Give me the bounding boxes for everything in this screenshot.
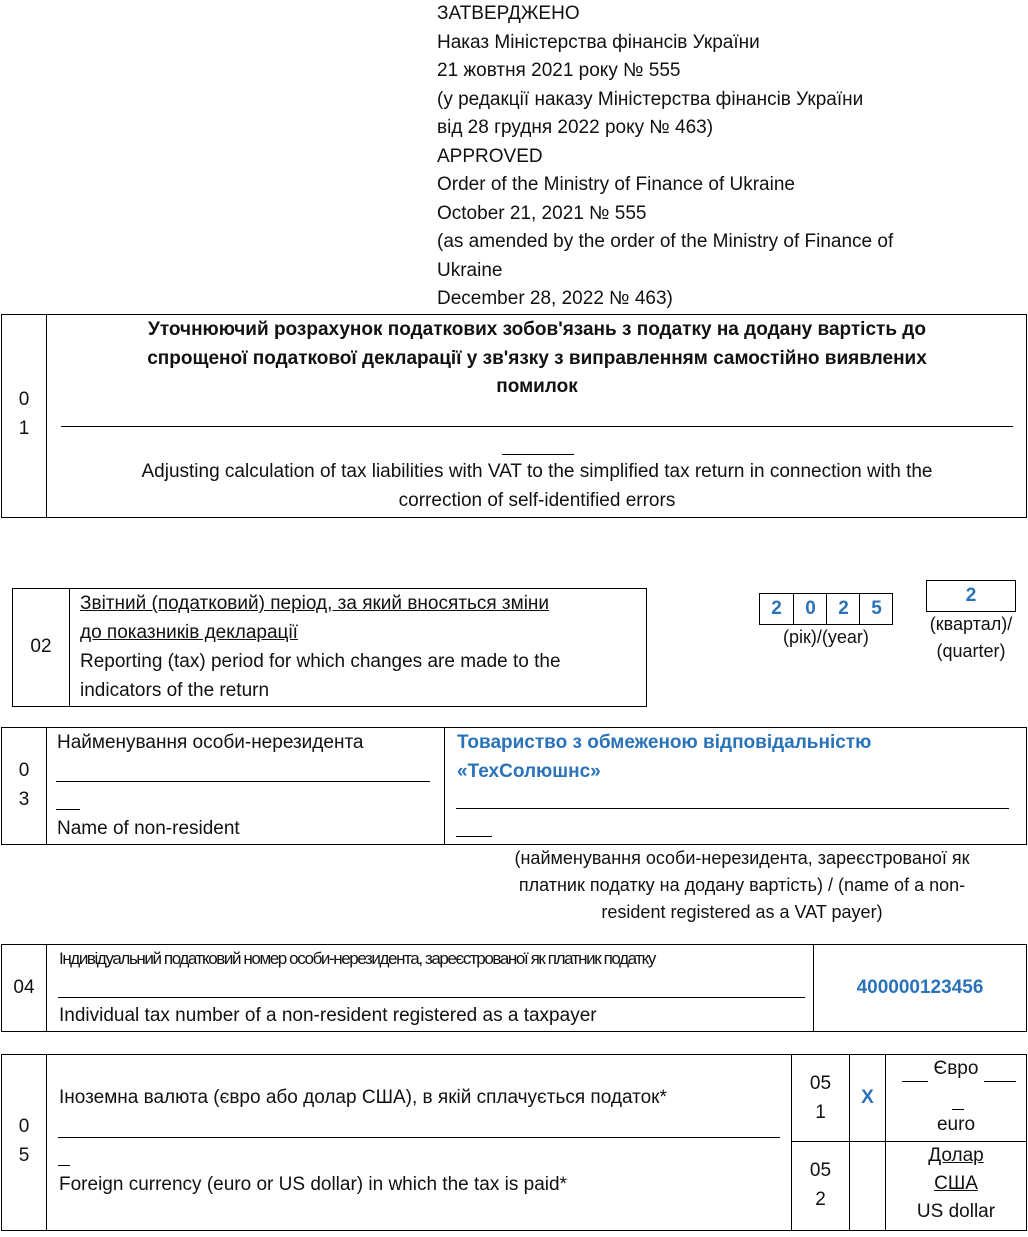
year-field[interactable] — [759, 593, 893, 625]
approval-line: від 28 грудня 2022 року № 463) — [437, 117, 714, 138]
year-digit: 2 — [771, 598, 782, 619]
option-label-euro: Євро euro — [933, 1058, 979, 1135]
section-number: 04 — [13, 977, 35, 998]
section-number: 3 — [18, 789, 30, 810]
option-code-euro: 05 1 — [809, 1073, 832, 1123]
section-number: 0 — [18, 1116, 30, 1137]
form-title-en: Adjusting calculation of tax liabilities with VAT to the simplified tax return in connection with the correction of self-identified errors — [141, 461, 933, 511]
year-caption: (рік)/(year) — [783, 627, 869, 647]
form-title-ua: Уточнюючий розрахунок податкових зобов'язань з податку на додану вартість до спрощеної податкової декларації у зв'язку з виправленням самостійно виявлених помилок — [147, 319, 927, 397]
nonresident-name-label-ua: Найменування особи-нерезидента — [57, 732, 364, 753]
approval-line: Ukraine — [437, 259, 503, 281]
tax-number-label-en: Individual tax number of a non-resident registered as a taxpayer — [59, 1005, 597, 1026]
section-02-box — [12, 588, 647, 707]
tax-number-label-ua: Індивідуальний податковий номер особи-нерезидента, зареєстрованої як платник податку — [59, 949, 656, 968]
approval-line: APPROVED — [437, 145, 543, 167]
section-03-box — [1, 727, 1027, 845]
approval-line: October 21, 2021 № 555 — [437, 202, 647, 224]
approval-line: (as amended by the order of the Ministry of Finance of — [437, 231, 894, 252]
tax-number-value[interactable]: 400000123456 — [856, 977, 984, 998]
euro-checkbox[interactable]: X — [861, 1087, 874, 1108]
section-01-title-box — [1, 314, 1027, 518]
section-number: 0 — [18, 389, 30, 410]
quarter-field[interactable]: 2 — [926, 580, 1016, 612]
option-label-usd: Долар США US dollar — [916, 1145, 996, 1222]
section-number: 02 — [30, 636, 52, 657]
quarter-caption: (квартал)/ (quarter) — [929, 614, 1013, 661]
approval-line: Наказ Міністерства фінансів України — [437, 31, 760, 53]
section-number: 0 — [18, 760, 30, 781]
approval-line: 21 жовтня 2021 року № 555 — [437, 60, 681, 81]
approval-line: December 28, 2022 № 463) — [437, 288, 673, 309]
approval-line: Order of the Ministry of Finance of Ukraine — [437, 174, 795, 195]
option-code-usd: 05 2 — [809, 1160, 832, 1210]
approval-line: (у редакції наказу Міністерства фінансів України — [437, 88, 864, 110]
approval-block — [437, 0, 893, 314]
year-digit: 0 — [793, 594, 827, 624]
currency-label-en: Foreign currency (euro or US dollar) in which the tax is paid* — [59, 1174, 567, 1195]
section-04-box — [1, 944, 1027, 1032]
section-05-box — [1, 1054, 1027, 1231]
nonresident-name-label-en: Name of non-resident — [57, 818, 240, 839]
year-digit: 2 — [826, 594, 860, 624]
approval-line: ЗАТВЕРДЖЕНО — [437, 3, 580, 24]
section-number: 5 — [18, 1145, 30, 1166]
nonresident-name-value[interactable]: Товариство з обмеженою відповідальністю «ТехСолюшнс» — [457, 732, 872, 782]
period-label: Звітний (податковий) період, за який вносяться зміни до показників декларації Reporting (tax) period for which changes are made to the indicators of the return — [80, 593, 561, 701]
nonresident-name-caption: (найменування особи-нерезидента, зареєстрованої як платник податку на додану вартість) / (name of a non- resident registered as a VAT payer) — [514, 848, 970, 922]
year-digit: 5 — [859, 594, 893, 624]
section-number: 1 — [18, 418, 30, 439]
currency-label-ua: Іноземна валюта (євро або долар США), в якій сплачується податок* — [59, 1087, 667, 1108]
